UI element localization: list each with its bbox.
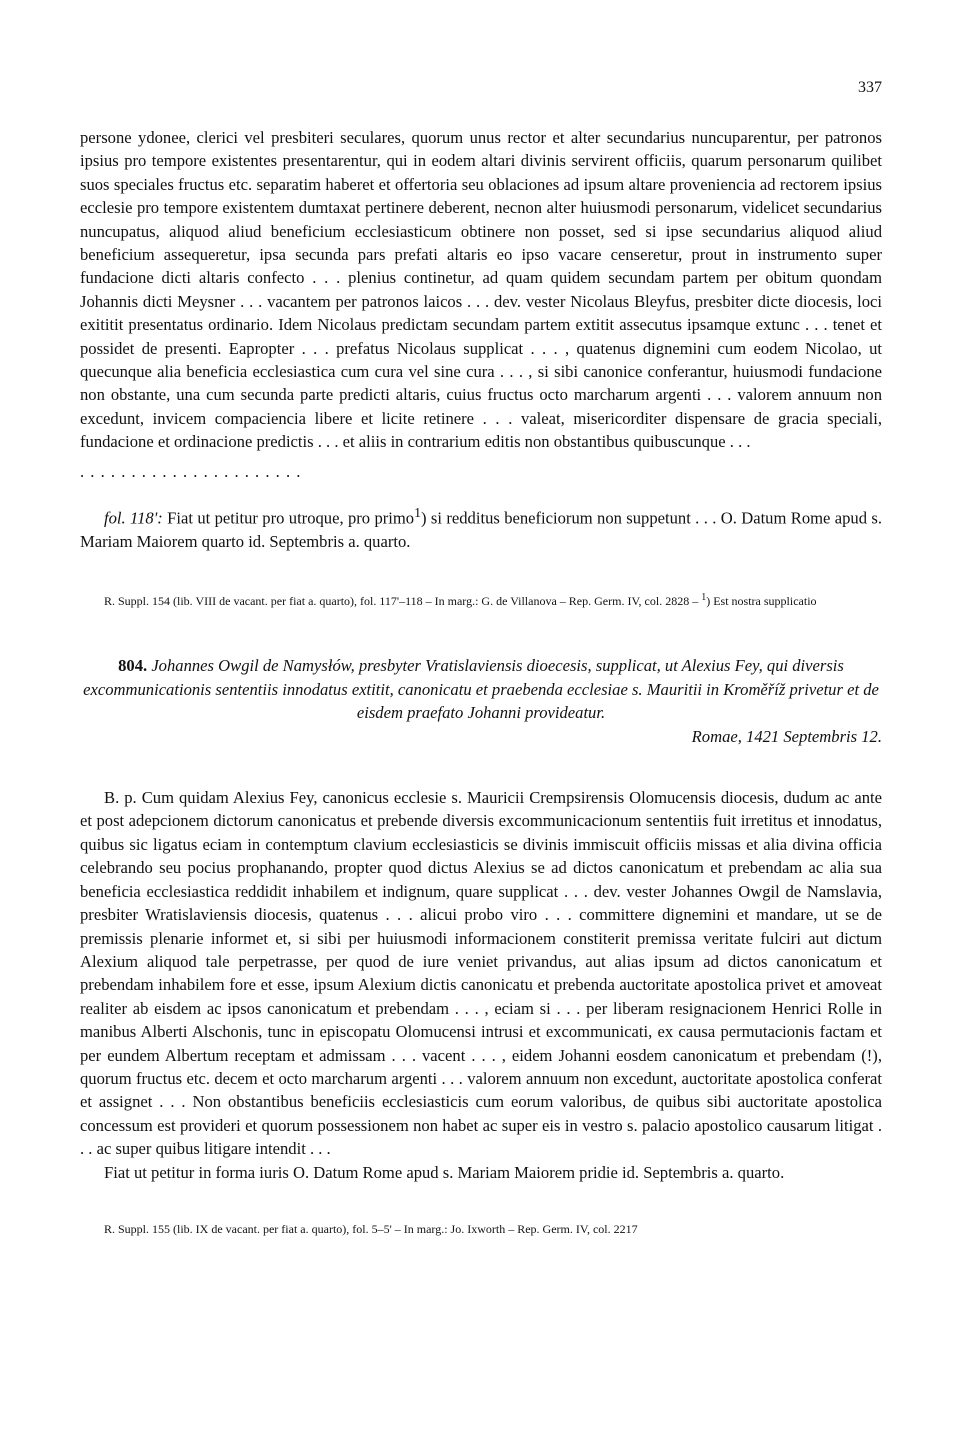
- source-note-marker: 1: [701, 592, 707, 604]
- entry-date: Romae, 1421 Septembris 12.: [691, 726, 882, 746]
- entry-fiat: Fiat ut petitur in forma iuris O. Datum Rome apud s. Mariam Maiorem pridie id. Septembris a. quarto.: [104, 1162, 785, 1182]
- document-page: [80, 76, 882, 1238]
- page-number: 337: [858, 79, 882, 96]
- footnote-marker: 1: [414, 505, 422, 521]
- folio-label: fol. 118':: [104, 508, 163, 528]
- source-note-text-a: R. Suppl. 154 (lib. VIII de vacant. per fiat a. quarto), fol. 117'–118 – In marg.: G. de Villanova – Rep. Germ. IV, col. 2828 –: [104, 594, 702, 609]
- source-note-text-b: ) Est nostra supplicatio: [706, 594, 817, 609]
- entry-number: 804.: [118, 656, 148, 676]
- fiat-text-a: Fiat ut petitur pro utroque, pro primo: [162, 508, 415, 528]
- entry-source-note: R. Suppl. 155 (lib. IX de vacant. per fiat a. quarto), fol. 5–5' – In marg.: Jo. Ixworth – Rep. Germ. IV, col. 2217: [104, 1221, 638, 1236]
- entry-regest: [80, 654, 882, 724]
- fiat-text-b: ) si redditus beneficiorum non suppetunt . . . O. Datum Rome apud s. Mariam Maiorem quarto id. Septembris a. quarto.: [80, 508, 882, 552]
- fiat-paragraph: [80, 501, 882, 553]
- entry-summary: Johannes Owgil de Namysłów, presbyter Vratislaviensis dioecesis, supplicat, ut Alexius Fey, qui diversis excommunicationis sententiis innodatus extitit, canonicatu et praebenda ecclesiae s. Mauritii in Kroměříž privetur et de eisdem praefato Johanni provideatur.: [83, 656, 879, 723]
- entry-body: B. p. Cum quidam Alexius Fey, canonicus ecclesie s. Mauricii Crempsirensis Olomucensis diocesis, dudum ac ante et post adepcionem dictorum canonicatus et prebende diversis excommunicacionum sententiis fuit irretitus et innodatus, quibus sic ligatus eciam in contemptum clavium ecclesiasticis se divinis immiscuit officiis missas et alia divina officia celebrando seu pocius prophanando, propter quod dictus Alexius se ad dictos canonicatum et prebendam ac alia sua beneficia ecclesiastica reddidit inhabilem et indignum, quare supplicat . . . dev. vester Johannes Owgil de Namslavia, presbiter Wratislaviensis diocesis, quatenus . . . alicui probo viro . . . committere dignemini et mandare, ut se de premissis plenarie informet et, si sibi per huiusmodi informacionem constiterit premissa veritate fulciri aut dictum Alexium aliquod tale perpetrasse, per quod de iure veniet privandus, aut alias ipsum ad dictos canonicatum et prebendam inhabilem fore et esse, ipsum Alexium dictis canonicatu et prebenda auctoritate apostolica privet et amoveat realiter ab eisdem ac ipsos canonicatum et prebendam . . . , eciam si . . . per liberam resignacionem Henrici Rolle in manibus Alberti Alschonis, tunc in episcopatu Olomucensi intrusi et excommunicati, ex causa permutacionis factam et per eundem Albertum receptam et admissam . . . vacent . . . , eidem Johanni eosdem canonicatum et prebendam (!), quorum fructus etc. decem et octo marcharum argenti . . . valorem annuum non excedunt, auctoritate apostolica conferat et assignet . . . Non obstantibus beneficiis ecclesiasticis cum eorum valoribus, de quibus sibi auctoritate apostolica concessum est provideri et quorum possessionem non habet ac super eis in vestro s. palacio apostolico causarum litigat . . . ac super quibus litigare intendit . . .: [80, 788, 882, 1159]
- ellipsis-line: . . . . . . . . . . . . . . . . . . . . . .: [80, 461, 302, 481]
- source-note: [80, 589, 882, 610]
- continued-paragraph: persone ydonee, clerici vel presbiteri seculares, quorum unus rector et alter secundarius nuncuparentur, per patronos ipsius pro tempore existentes presentarentur, qui in eodem altari divinis servirent officiis, quarum personarum quilibet suos speciales fructus etc. separatim haberet et offertoria seu oblaciones ad ipsum altare proveniencia ad rectorem ipsius ecclesie pro tempore existentem dumtaxat pertinere deberent, necnon alter huiusmodi personarum, videlicet secundarius nuncupatus, aliquod aliud beneficium ecclesiasticum obtinere non posset, sed si ipse secundarius aliquod aliud beneficium assequeretur, ipsa secunda pars prefati altaris eo ipso vacare censeretur, prout in instrumento super fundacione dicti altaris confecto . . . plenius continetur, ad quam quidem secundam partem per obitum quondam Johannis dicti Meysner . . . vacantem per patronos laicos . . . dev. vester Nicolaus Bleyfus, presbiter dicte diocesis, loci exititit presentatus ordinario. Idem Nicolaus predictam secundam partem extitit assecutus ipsamque extunc . . . tenet et possidet de presenti. Eapropter . . . prefatus Nicolaus supplicat . . . , quatenus dignemini cum eodem Nicolao, ut quecunque alia beneficia ecclesiastica cum cura vel sine cura . . . , si sibi canonice conferantur, huiusmodi fundacione non obstante, una cum secunda parte predicti altaris, cuius fructus octo marcharum argenti . . . valorem annuum non excedunt, invicem compaciencia libere et licite retinere . . . valeat, misericorditer dispensare de gracia speciali, fundacione et ordinacione predictis . . . et aliis in contrarium editis non obstantibus quibuscunque . . .: [80, 128, 882, 452]
